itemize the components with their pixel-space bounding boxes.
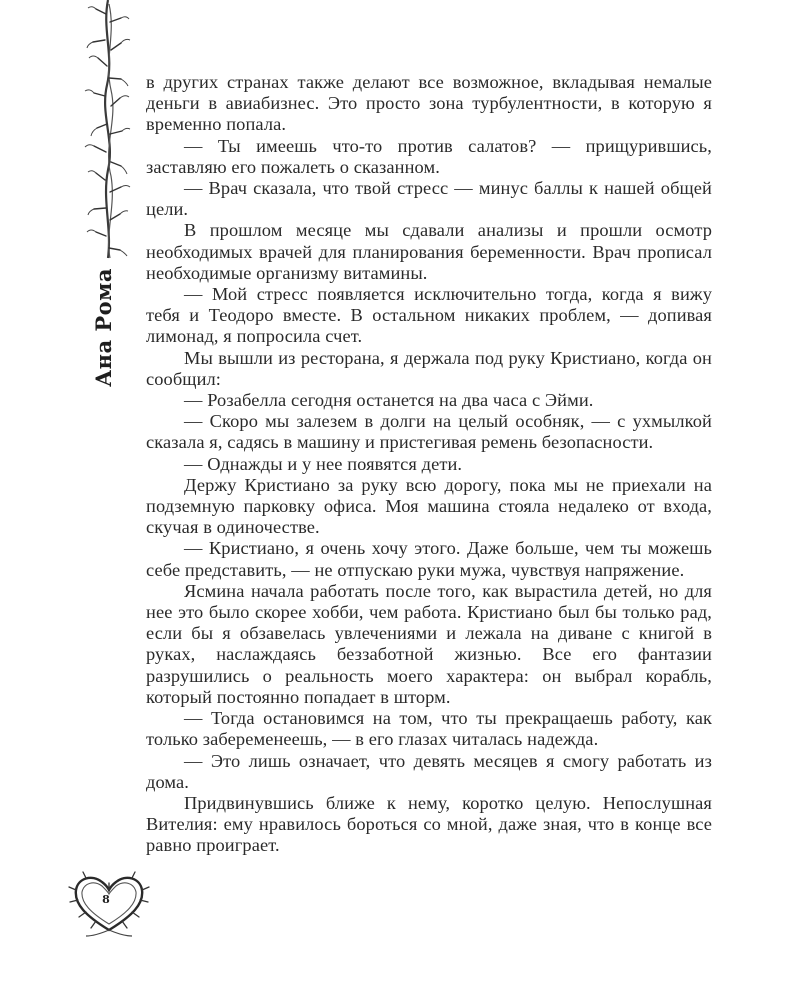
author-name: Ана Рома [91,267,117,387]
paragraph: — Ты имеешь что-то против салатов? — прищурившись, заставляю его пожалеть о сказанном. [146,135,712,177]
paragraph: в других странах также делают все возможное, вкладывая немалые деньги в авиабизнес. Это просто зона турбулентности, в которую я временно попала. [146,72,712,135]
paragraph: Мы вышли из ресторана, я держала под руку Кристиано, когда он сообщил: [146,347,712,389]
paragraph: Ясмина начала работать после того, как вырастила детей, но для нее это было скорее хобби, чем работа. Кристиано был бы только рад, если бы я обзавелась увлечениями и лежала на диване с книгой в руках, наслаждаясь беззаботной жизнью. Все его фантазии разрушились о реальность моего характера: он выбрал корабль, который постоянно попадает в шторм. [146,580,712,707]
running-header-author [84,262,124,392]
thorny-vine-icon [78,0,138,260]
paragraph: — Скоро мы залезем в долги на целый особняк, — с ухмылкой сказала я, садясь в машину и пристегивая ремень безопасности. [146,411,712,453]
paragraph: — Врач сказала, что твой стресс — минус баллы к нашей общей цели. [146,178,712,220]
page-number: 8 [102,893,110,906]
paragraph: — Мой стресс появляется исключительно тогда, когда я вижу тебя и Теодоро вместе. В остальном никаких проблем, — допивая лимонад, я попросила счет. [146,284,712,347]
paragraph: — Кристиано, я очень хочу этого. Даже больше, чем ты можешь себе представить, — не отпускаю руки мужа, чувствуя напряжение. [146,538,712,580]
paragraph: Держу Кристиано за руку всю дорогу, пока мы не приехали на подземную парковку офиса. Моя машина стояла недалеко от входа, скучая в одиночестве. [146,474,712,538]
paragraph: — Это лишь означает, что девять месяцев я смогу работать из дома. [146,750,712,792]
paragraph: В прошлом месяце мы сдавали анализы и прошли осмотр необходимых врачей для планирования беременности. Врач прописал необходимые организму витамины. [146,220,712,283]
paragraph: — Розабелла сегодня останется на два часа с Эйми. [184,390,594,411]
paragraph: Придвинувшись ближе к нему, коротко целую. Непослушная Вителия: ему нравилось бороться со мной, даже зная, что в конце все равно проиграет. [146,792,712,856]
paragraph: — Тогда остановимся на том, что ты прекращаешь работу, как только забеременеешь, — в его глазах читалась надежда. [146,708,712,750]
paragraph: — Однажды и у нее появятся дети. [184,453,463,474]
body-text [146,72,712,857]
